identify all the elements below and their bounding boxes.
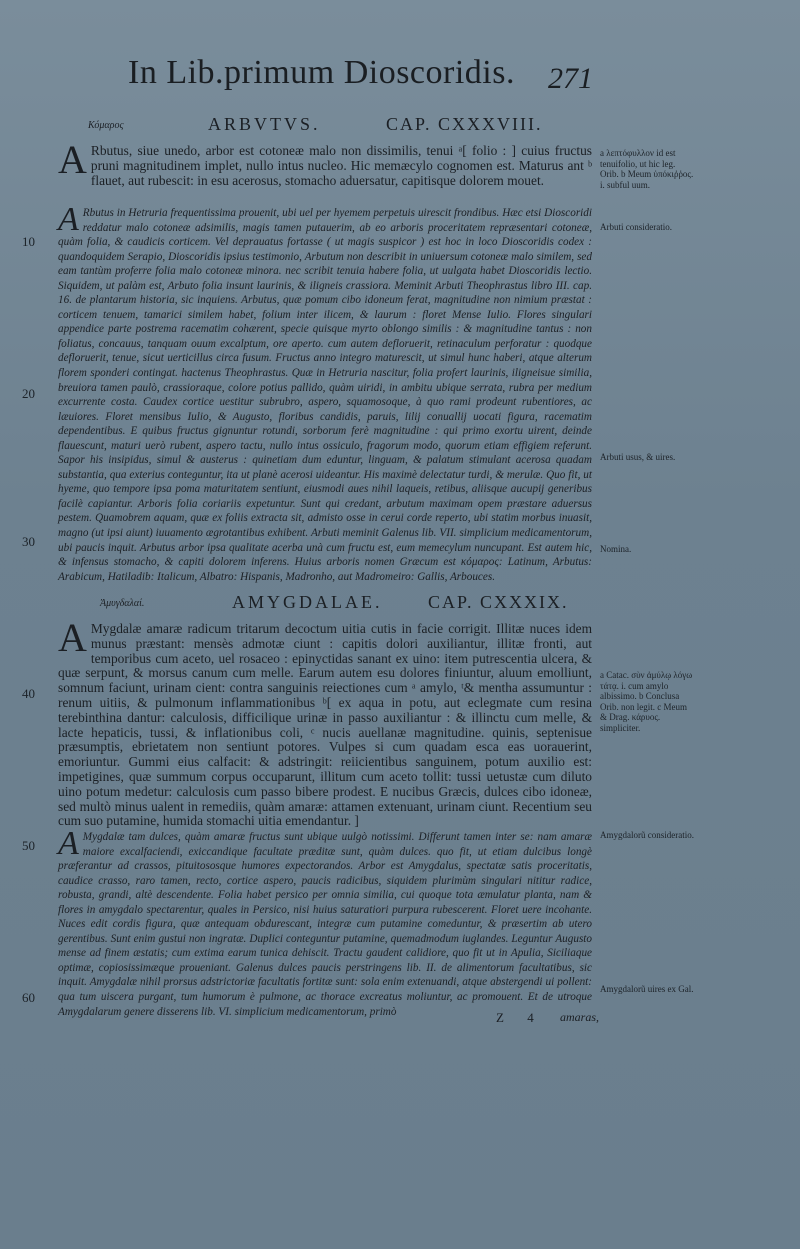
catchword: amaras, — [560, 1010, 600, 1024]
margin-note-variant-reading: a Catac. σὺν ἀμύλῳ λόγω τάτᾳ. i. cum amylo albissimo. b Conclusa Orib. non legit. c Meum & Drag. κάρυος. simpliciter. — [600, 670, 693, 733]
arbutus-commentary — [58, 201, 592, 592]
drop-cap: A — [58, 137, 87, 182]
drop-cap: A — [58, 615, 87, 660]
chapter-title: ARBVTVS. — [208, 114, 321, 134]
greek-name: Κόμαρος — [88, 120, 124, 131]
running-head: In Lib.primum Dioscoridis. — [128, 54, 515, 91]
margin-note-nomina: Nomina. — [600, 544, 632, 554]
margin-note-arbuti-usus: Arbuti usus, & uires. — [600, 452, 676, 462]
line-number: 30 — [22, 534, 35, 549]
arbutus-text — [58, 137, 592, 196]
chapter-heading-amygdalae — [0, 592, 800, 616]
arbutus-commentary-body: Rbutus in Hetruria frequentissima prouenit, ubi uel per hyemem perpetuis uirescit frondibus. Hæc etsi Dioscoridi reddatur malo cotoneæ adsimilis, magis tamen putauerim, ab eo arboris proceritatem repræsentari cotoneæ, quàm folia, & caudicis corticem. Vel deprauatus fortasse ( ut magis suspicor ) est hoc in loco Dioscoridis codex : quandoquidem Serapio, Dioscoridis ipsius testimonio, Arbutum non describit in uniuersum cotoneæ malo similem, sed eam tantùm proferre folia malo cotoneæ minora. nec scribit tenuia habere folia, ut uulgata habet Dioscoridis lectio. Siquidem, ut palàm est, Arbuto folia insunt laurinis, & iligneis crassiora. Meminit Arbuti Theophrastus libro III. cap. 16. de plantarum historia, sic inquiens. Arbutus, quæ pomum cibo idoneum ferat, magnitudine non nimium præstat : corticem tenuem, tamarici similem habet, folium inter ilicem, & laurum : floret Mense Iulio. Flores singulari appendice parte postrema racematim cohærent, specie quisque myrto oblongo similis : & magnitudine tantus : non foliatus, concauus, tanquam ouum excalptum, ore aperto. cum autem defloruerit, retinaculum perforatur : quodque defloruerit, tenue, sicut uerticillus circa fusum. Fructus anno integro maturescit, ut simul hunc haberi, atque alterum florem sponderi contingat. hactenus Theophrastus. Quæ in Hetruria nascitur, folia profert laurinis, iligneisue similia, breuiora tamen paulò, crassioraque, colore potius pallido, quàm uiridi, in ambitu ubique serrata, rubra per medium excurrente costa. Caudex cortice uestitur subrubro, aspero, squamosoque, à quo rami prodeunt rubentiores, ac læuiores. Floret mensibus Iulio, & Augusto, floribus candidis, paruis, lilij conuallij uocati figura, racematim dependentibus. E quibus fructus gignuntur rotundi, sorborum ferè magnitudine : qui primo exortu uirent, deinde flauescunt, maturi uerò rubent, aspero tactu, nullo intus ossiculo, fragorum modo, quorum etiam effigiem referunt. Sapor his insipidus, simul & austerus : quinetiam dum eduntur, linguam, & palatum stimulant acerosa quadam substantia, qua exterius conteguntur, ita ut planè acerosi uideantur. His maximè delectatur turdi, & merulæ. Quo fit, ut hyeme, quo tempore ipsa poma maturitatem sentiunt, eiusmodi aues nihil laqueis, retibus, aliisque aucupij generibus facilè capiantur. Arboris folia coriariis expetuntur. Sunt qui credant, arbutum maximam opem præstare aduersus pestem. Quamobrem aquam, quæ ex foliis extracta sit, admisto osse in cerui corde reperto, ubi statim morbus inuasit, magno (ut ipsi aiunt) iuuamento ægrotantibus exhibent. Arbuti meminit Galenus lib. VII. simplicium medicamentorum, ubi paucis inquit. Arbutus arbor ipsa qualitate acerba unà cum fructu est, eum memecylum nuncupant. Est autem hic, & infensus stomacho, & capiti dolorem inferens. Huius arboris nomen Græcum est κόμαρος: Latinum, Arbutus: Arabicum, Hatiladib: Italicum, Albatro: Hispanis, Madronho, aut Madromeiro: Gallis, Arbouces. — [58, 207, 592, 583]
margin-note-amygdalorum-uires: Amygdalorũ uires ex Gal. — [600, 984, 694, 994]
signature-mark: Z 4 — [496, 1010, 544, 1025]
page-number: 271 — [548, 62, 593, 95]
line-number: 20 — [22, 386, 35, 401]
amygdalae-text — [58, 615, 592, 829]
margin-note-variant-reading: a λεπτόφυλλον id est tenuifolio, ut hic leg. Orib. b Meum ὑπόκιῤῥος. i. subful uum. — [600, 148, 694, 190]
line-number: 10 — [22, 234, 35, 249]
amygdalae-commentary-body: Mygdalæ tam dulces, quàm amaræ fructus sunt ubique uulgò notissimi. Differunt tamen inter se: nam amaræ maiore excalfaciendi, exiccandique facultate præditæ sunt, quàm dulces. quo fit, ut etiam dulcibus longè præferantur ad crassos, pituitososque humores expectorandos. Arbor est Amygdalus, spectatæ satis proceritatis, caudice crasso, raro tamen, recto, cortice aspero, paucis radicibus, siquidem plurimùm singulari nititur radice, robusta, grandi, altè descendente. Folia habet persico per omnia similia, cui quoque tota æmulatur planta, nam & flores in amygdalo spectarentur, quales in Persico, nisi huius saturatiori purpura rubescerent. Floret uere incohante. Nuces edit cordis figura, quæ antequam obdurescant, integræ cum putamine comeduntur, & præsertim ab utero gerentibus. Sunt enim gustui non ingratæ. Duplici conteguntur putamine, quemadmodum iuglandes. Leguntur Augusto mense ad finem æstatis; cum extima earum tunica dehiscit. Tractu gaudent calidiore, quo fit ut in Apulia, Siciliaque optimæ, copiosissimæque proueniant. Galenus dulces paucis perstringens lib. II. de alimentorum facultatibus, sic inquit. Amygdalæ nihil prorsus adstrictoriæ facultatis fortitæ sunt: sola enim extenuandi, atque abstergendi ui pollent: qua tum uiscera purgant, tum humorum è pulmone, ac thorace excreatus moliuntur, ac promouent. Et de utroque Amygdalarum genere disserens lib. VI. simplicium medicamentorum, primò — [58, 831, 592, 1018]
chapter-number: CAP. CXXXIX. — [428, 592, 569, 612]
chapter-number: CAP. CXXXVIII. — [386, 114, 543, 134]
margin-note-amygdalorum-consideratio: Amygdalorũ consideratio. — [600, 830, 694, 840]
margin-note-arbuti-consideratio: Arbuti consideratio. — [600, 222, 672, 232]
amygdalae-text-body: Mygdalæ amaræ radicum tritarum decoctum uitia cutis in facie corrigit. Illitæ nuces idem munus præstant: mensès admotæ ciunt : capitis dolori auxiliantur, illitæ fronti, aut temporibus cum aceto, uel rosaceo : epinyctidas sanant ex uino: item putrescentia ulcera, & quæ serpunt, & morsus canum cum melle. Earum autem esu dolores finiuntur, aluum emolliunt, somnum faciunt, urinam cient: contra sanguinis reiectiones cum ᵃ amylo, ᵗ& mentha assumuntur : renum uitiis, & pulmonum inflammationibus ᵇ[ ex aqua in potu, aut eclegmate cum resina terebinthina dantur: calculosis, difficilique urinæ in passo auxiliantur : & illinctu cum melle, & lacte hepaticis, tussi, & inflationibus coli, ᶜ nucis auellanæ magnitudine. quinis, septenisue præsumptis, ebrietatem non sentiunt potores. Vulpes si cum quadam esca eas uorauerint, emoriuntur. Gummi eius calfacit: & adstringit: reiicientibus sanguinem, potum auxilio est: impetigines, quæ summum corpus occuparunt, illitum cum aceto tollit: tussi uetustæ cum diluto uino potum medetur: calculosis cum passo bibere prodest. E nucibus Græcis, dulces cibo idoneæ, sed multò minus ualent in remediis, quàm amaræ: attamen extenuant, urinam ciunt. Recentium seu cum suo putamine, humida stomachi uitia emendantur. ] — [58, 621, 592, 829]
chapter-title: AMYGDALAE. — [232, 592, 383, 612]
arbutus-text-body: Rbutus, siue unedo, arbor est cotoneæ malo non dissimilis, tenui ᵃ[ folio : ] cuius fructus pruni magnitudinem implet, nullo intus nucleo. Hic memæcylo cognomen est. Maturus ant ᵇ flauet, aut rubescit: in esu acerosus, stomacho aduersatur, capitisque dolorem mouet. — [90, 143, 592, 188]
drop-cap: A — [58, 201, 79, 238]
line-number: 50 — [22, 838, 35, 853]
drop-cap: A — [58, 825, 79, 862]
chapter-heading-arbutus — [0, 114, 800, 138]
line-number: 60 — [22, 990, 35, 1005]
line-number: 40 — [22, 686, 35, 701]
greek-name: Ἀμυγδαλαί. — [100, 598, 145, 609]
